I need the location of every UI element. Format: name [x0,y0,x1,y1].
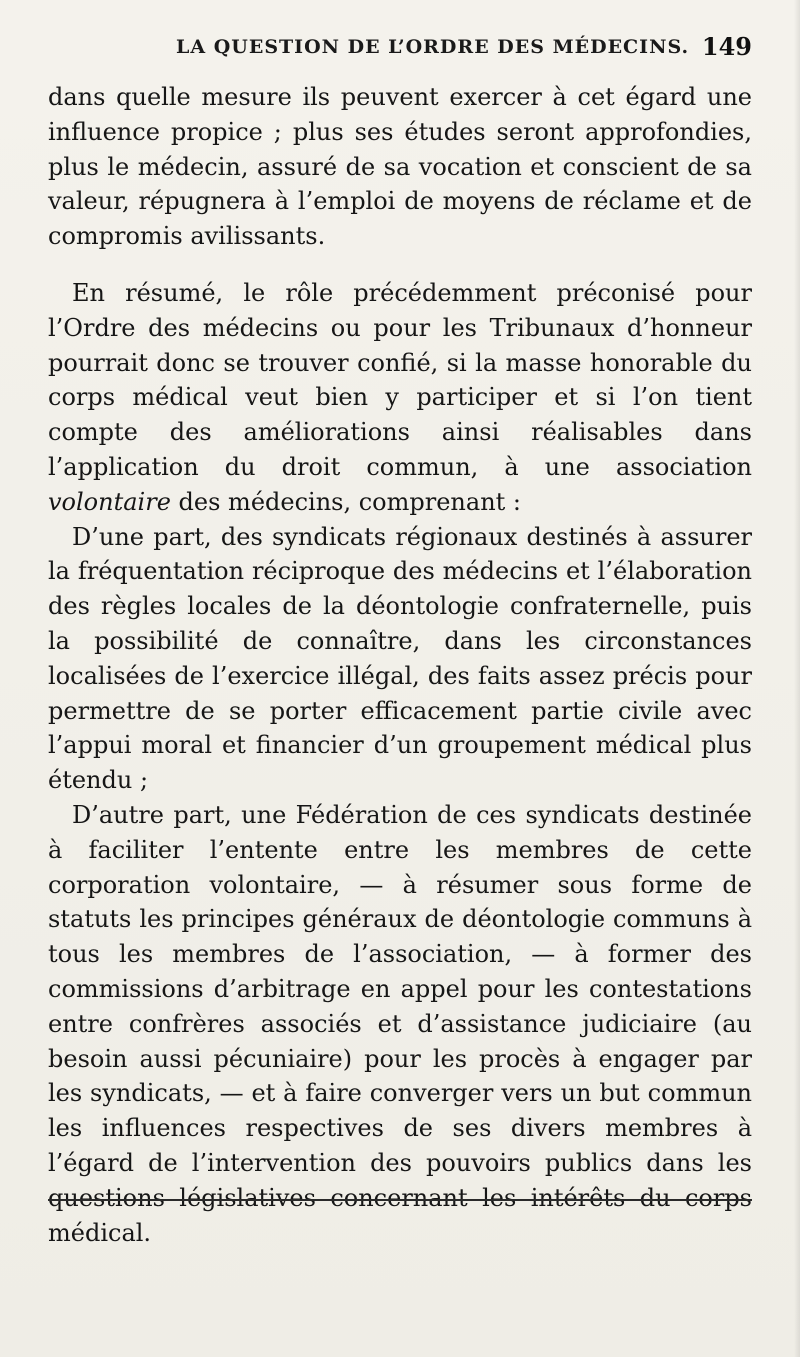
footer-rule [48,1199,752,1201]
paragraph-2-text: En résumé, le rôle précédemment préconisé pour l’Ordre des médecins ou pour les Tribunaux d’honneur pourrait donc se trouver confié, si la masse honorable du corps médical veut bien y participer et si l’on tient compte des améliorations ainsi réalisables dans l’application du droit commun, à une association [48,278,752,481]
paragraph-2 [48,276,752,520]
paragraph-3: D’une part, des syndicats régionaux destinés à assurer la fréquentation réciproque des médecins et l’élaboration des règles locales de la déontologie confraternelle, puis la possibilité de connaître, dans les circonstances localisées de l’exercice illégal, des faits assez précis pour permettre de se porter efficacement partie civile avec l’appui moral et financier d’un groupement médical plus étendu ; [48,522,752,795]
page-number: 149 [701,32,752,61]
paragraph-1: dans quelle mesure ils peuvent exercer à cet égard une influence propice ; plus ses études seront approfondies, plus le médecin, assuré de sa vocation et conscient de sa valeur, répugnera à l’emploi de moyens de réclame et de compromis avilissants. [48,83,752,251]
paragraph-2-end: des médecins, comprenant : [178,487,522,516]
page-header [48,28,752,68]
paragraph-2-emphasis: volontaire [48,487,171,516]
page-edge-shadow [794,0,800,1357]
paragraph-4: D’autre part, une Fédération de ces syndicats destinée à faciliter l’entente entre les membres de cette corporation volontaire, — à résumer sous forme de statuts les principes généraux de déontologie communs à tous les membres de l’association, — à former des commissions d’arbitrage en appel pour les contestations entre confrères associés et d’assistance judiciaire (au besoin aussi pécuniaire) pour les procès à engager par les syndicats, — et à faire converger vers un but commun les influences respectives de ses divers membres à l’égard de l’intervention des pouvoirs publics dans les questions législatives concernant les intérêts du corps médical. [48,800,752,1247]
running-title: LA QUESTION DE L’ORDRE DES MÉDECINS. [176,36,690,58]
body-text [48,80,752,1250]
